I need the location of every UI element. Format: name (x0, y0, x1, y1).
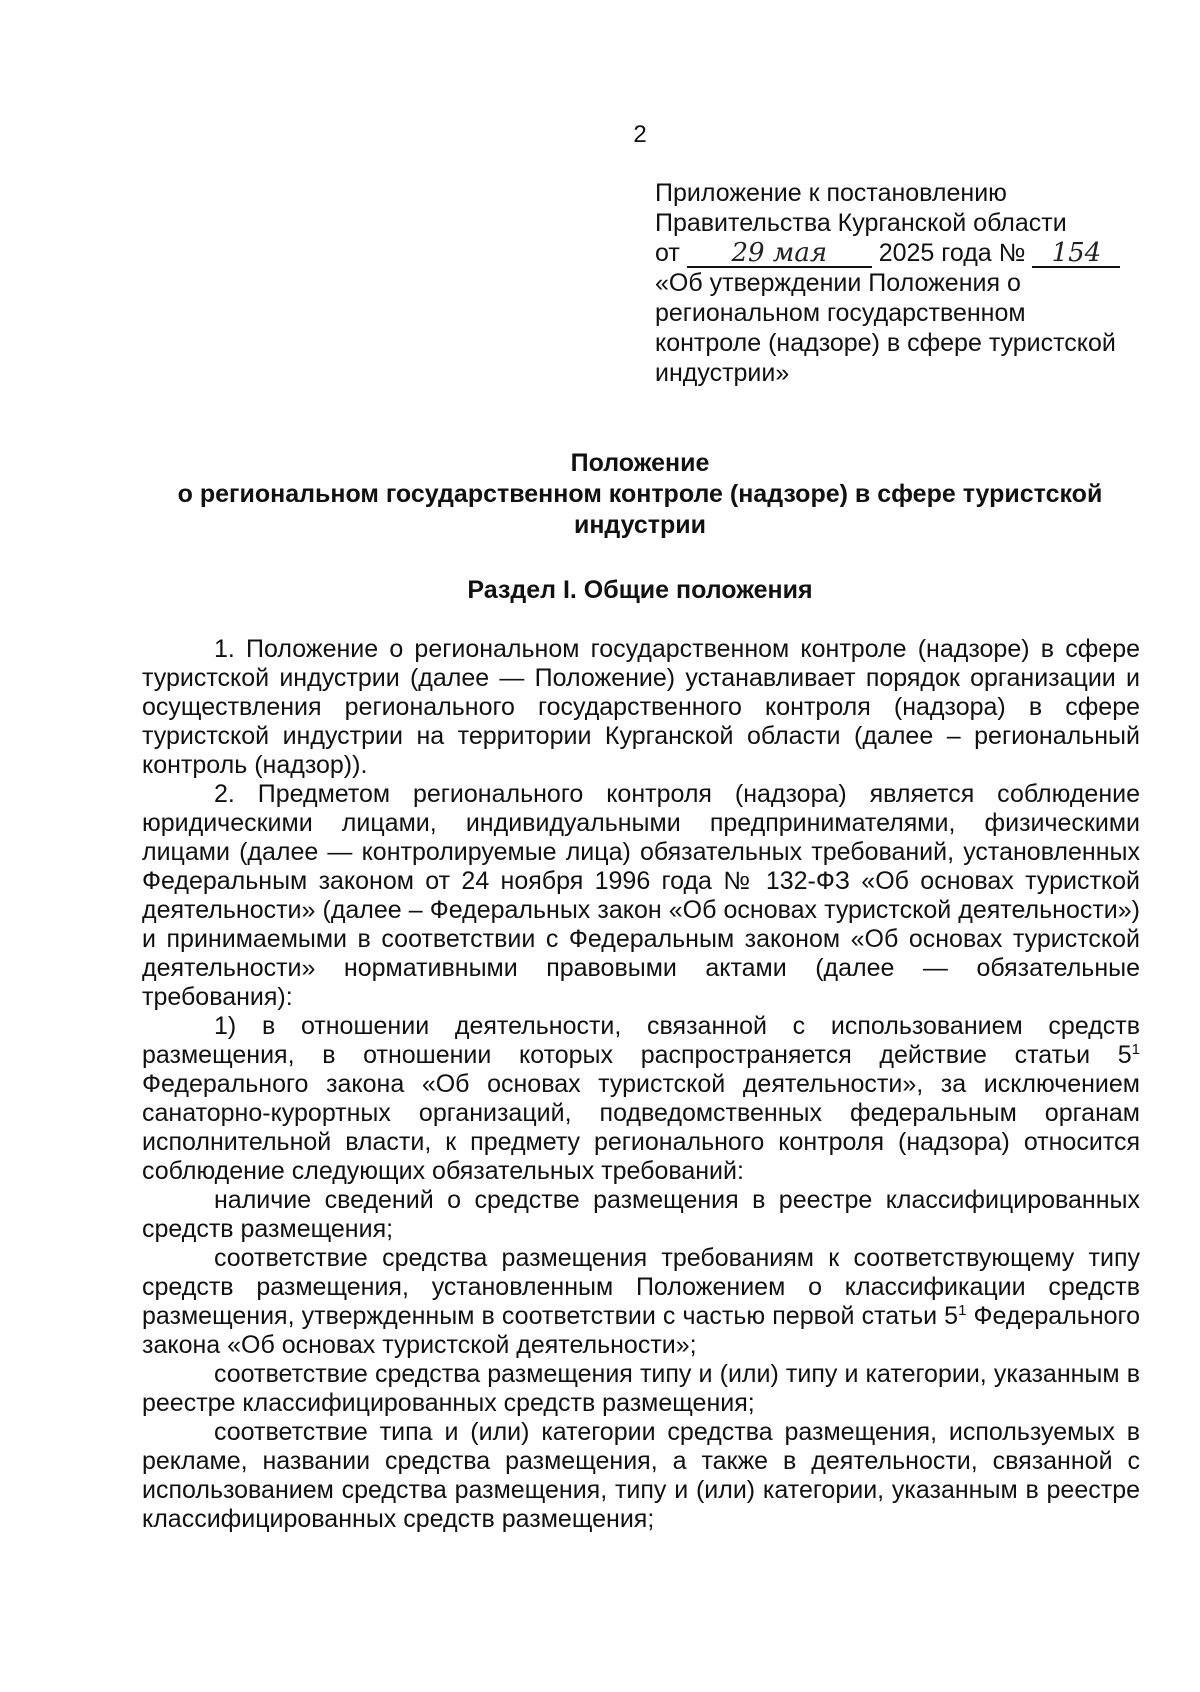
document-body (142, 635, 1140, 1534)
paragraph-1: 1. Положение о региональном государственном контроле (надзоре) в сфере туристской индустрии (далее — Положение) устанавливает порядок организации и осуществления регионального государственного контроля (надзора) в сфере туристской индустрии на территории Курганской области (далее – региональный контроль (надзор)). (142, 635, 1140, 779)
paragraph-5-text-b: Федерального закона «Об основах туристской деятельности»; (142, 1302, 1141, 1359)
superscript: 1 (1131, 1041, 1140, 1058)
paragraph-7: соответствие типа и (или) категории средства размещения, используемых в рекламе, названии средства размещения, а также в деятельности, связанной с использованием средства размещения, типу и (или) категории, указанным в реестре классифицированных средств размещения; (142, 1418, 1140, 1533)
appendix-line-4: «Об утверждении Положения о (655, 269, 1021, 297)
appendix-line-6: контроле (надзоре) в сфере туристской (655, 329, 1116, 357)
appendix-line-1: Приложение к постановлению (655, 179, 1007, 207)
date-prefix: от (655, 239, 680, 267)
paragraph-5-text-a: соответствие средства размещения требованиям к соответствующему типу средств размещения, установленным Положением о классификации средств размещения, утвержденным в соответствии с частью первой статьи 5 (142, 1244, 1140, 1330)
paragraph-3-text-b: Федерального закона «Об основах туристской деятельности», за исключением санаторно-курортных организаций, подведомственных федеральным органам исполнительной власти, к предмету регионального контроля (надзора) относится соблюдение следующих обязательных требований: (142, 1070, 1140, 1185)
superscript: 1 (958, 1302, 967, 1319)
paragraph-2: 2. Предметом регионального контроля (надзора) является соблюдение юридическими лицами, индивидуальными предпринимателями, физическими лицами (далее — контролируемые лица) обязательных требований, установленных Федеральным законом от 24 ноября 1996 года № 132-ФЗ «Об основах туристкой деятельности» (далее – Федеральных закон «Об основах туристской деятельности») и принимаемыми в соответствии с Федеральным законом «Об основах туристской деятельности» нормативными правовыми актами (далее — обязательные требования): (142, 780, 1140, 1011)
paragraph-3 (142, 1012, 1140, 1186)
paragraph-3-text-a: 1) в отношении деятельности, связанной с использованием средств размещения, в отношении которых распространяется действие статьи 5 (142, 1012, 1140, 1069)
appendix-block (655, 178, 1175, 388)
title-line-3: индустрии (573, 511, 707, 539)
handwritten-date: 29 мая (687, 240, 872, 268)
handwritten-number: 154 (1032, 240, 1120, 268)
appendix-date-line (655, 238, 1175, 268)
appendix-line-5: региональном государственном (655, 299, 1026, 327)
appendix-line-2: Правительства Курганской области (655, 209, 1067, 237)
paragraph-6: соответствие средства размещения типу и (или) типу и категории, указанным в реестре классифицированных средств размещения; (142, 1360, 1140, 1417)
year-text: 2025 года № (878, 239, 1026, 267)
title-line-2: о региональном государственном контроле (надзоре) в сфере туристской (177, 480, 1103, 508)
appendix-line-7: индустрии» (655, 359, 790, 387)
paragraph-5 (142, 1244, 1140, 1360)
paragraph-4: наличие сведений о средстве размещения в реестре классифицированных средств размещения; (142, 1186, 1140, 1243)
title-line-1: Положение (570, 449, 710, 477)
page-number: 2 (633, 121, 647, 148)
section-heading: Раздел I. Общие положения (467, 576, 813, 604)
document-title (140, 448, 1140, 541)
